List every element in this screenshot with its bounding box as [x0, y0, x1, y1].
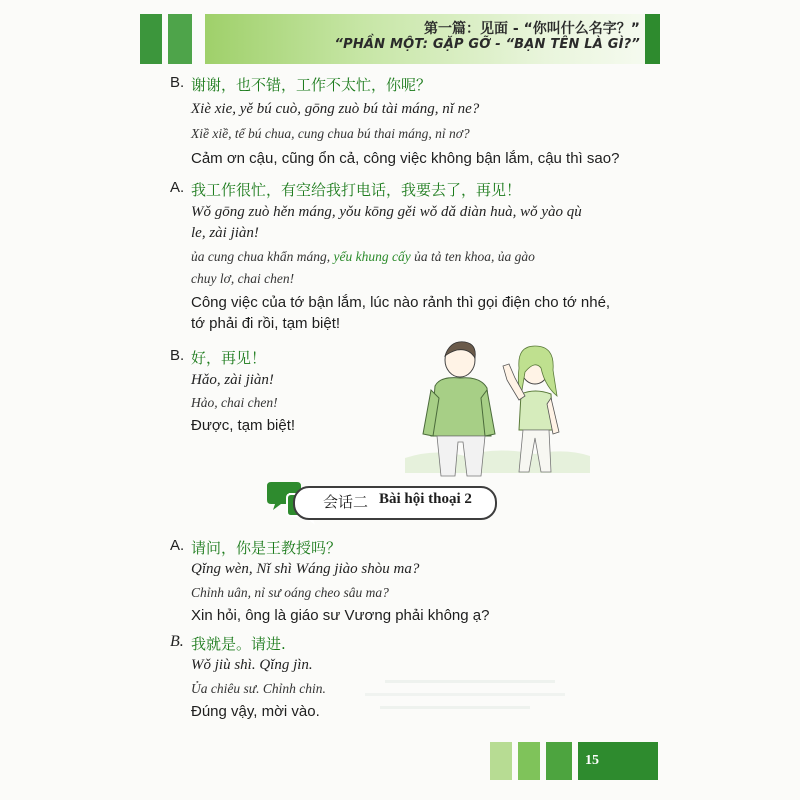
- pinyin-text: Qǐng wèn, Nǐ shì Wáng jiào shòu ma?: [191, 561, 420, 577]
- speaker-label: B.: [170, 633, 184, 650]
- footer-block: [490, 742, 512, 780]
- header-title-chinese: 第一篇：见面 - “你叫什么名字？”: [424, 21, 640, 37]
- phonetic-text: chuy lơ, chai chen!: [191, 271, 295, 286]
- chinese-text: 我就是。请进.: [191, 635, 286, 653]
- vietnamese-text: Đúng vậy, mời vào.: [191, 703, 320, 720]
- speaker-label: A.: [170, 179, 185, 196]
- footer-block: [546, 742, 572, 780]
- phonetic-text: Ủa chiêu sư. Chỉnh chin.: [191, 681, 326, 696]
- pinyin-text: le, zài jiàn!: [191, 225, 259, 241]
- pinyin-text: Wǒ gōng zuò hěn máng, yǒu kōng gěi wǒ dǎ diàn huà, wǒ yào qù: [191, 204, 582, 220]
- section-title-vietnamese: Bài hội thoại 2: [379, 491, 472, 507]
- chinese-text: 谢谢，也不错，工作不太忙，你呢？: [191, 76, 432, 94]
- speaker-label: B.: [170, 74, 185, 91]
- phonetic-text: Chỉnh uân, nỉ sư oáng cheo sâu ma?: [191, 585, 389, 600]
- speaker-label: B.: [170, 347, 185, 364]
- pinyin-text: Hǎo, zài jiàn!: [191, 372, 274, 388]
- header-block: [168, 14, 192, 64]
- chinese-text: 请问，你是王教授吗？: [191, 539, 342, 557]
- vietnamese-text: Xin hỏi, ông là giáo sư Vương phải không ạ?: [191, 607, 490, 624]
- vietnamese-text: tớ phải đi rồi, tạm biệt!: [191, 315, 341, 332]
- phonetic-segment: ủa tả ten khoa, ủa gào: [410, 249, 535, 264]
- vietnamese-text: Cảm ơn cậu, cũng ổn cả, công việc không bận lắm, cậu thì sao?: [191, 150, 620, 167]
- chinese-text: 好，再见！: [191, 349, 267, 367]
- footer-block: [518, 742, 540, 780]
- phonetic-highlight: yểu khung cấy: [333, 249, 411, 264]
- section-heading: [265, 478, 495, 526]
- vietnamese-text: Công việc của tớ bận lắm, lúc nào rảnh thì gọi điện cho tớ nhé,: [191, 294, 611, 311]
- pinyin-text: Wǒ jiù shì. Qǐng jìn.: [191, 657, 313, 673]
- header-right-block: [645, 14, 660, 64]
- header-title-vietnamese: “PHẦN MỘT: GẶP GỠ - “BẠN TÊN LÀ GÌ?”: [334, 37, 640, 52]
- speaker-label: A.: [170, 537, 185, 554]
- phonetic-text: Hảo, chai chen!: [191, 395, 278, 410]
- chinese-text: 我工作很忙，有空给我打电话，我要去了，再见！: [191, 181, 522, 199]
- phonetic-segment: ủa cung chua khẩn máng,: [191, 249, 334, 264]
- section-title-chinese: 会话二: [323, 493, 369, 511]
- page-number: 15: [585, 753, 599, 768]
- illustration-couple: [395, 338, 595, 478]
- vietnamese-text: Được, tạm biệt!: [191, 417, 296, 434]
- phonetic-text: [191, 249, 535, 265]
- phonetic-text: Xiề xiề, tể bú chua, cung chua bú thai máng, nỉ nơ?: [191, 126, 470, 141]
- couple-drawing: [395, 338, 595, 478]
- header-block: [140, 14, 162, 64]
- pinyin-text: Xiè xie, yě bú cuò, gōng zuò bú tài máng, nǐ ne?: [191, 101, 480, 117]
